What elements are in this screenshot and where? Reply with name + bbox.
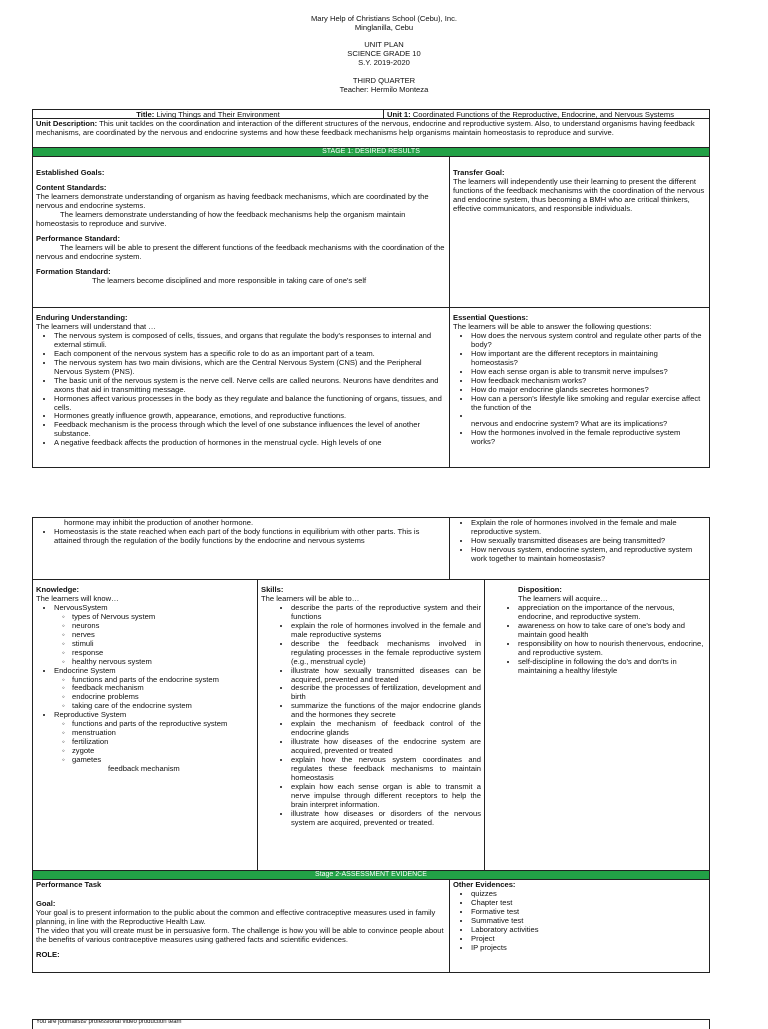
list-item: • Endocrine System ◦ functions and parts of the endocrine system ◦ feedback mechanism ◦ endocrine problems ◦ taking care of the endocrine system bbox=[54, 667, 254, 712]
list-item: • Chapter test bbox=[471, 899, 706, 908]
list-item: • How do major endocrine glands secretes hormones? bbox=[471, 386, 706, 395]
other-evidences: Other Evidences: • quizzes • Chapter test • Formative test • Summative test • Laboratory activities • Project • IP projects bbox=[449, 880, 709, 973]
list-item: • self-discipline in following the do's and don'ts in maintaining a healthy lifestyle bbox=[518, 658, 706, 676]
list-item: • How sexually transmitted diseases are being transmitted? bbox=[471, 537, 706, 546]
list-item: • describe the feedback mechanisms involved in regulating processes in the female reproductive system (e.g., menstrual cycle) bbox=[291, 640, 481, 667]
list-item: • quizzes bbox=[471, 890, 706, 899]
list-item: • Reproductive System ◦ functions and parts of the reproductive system ◦ menstruation ◦ fertilization ◦ zygote ◦ gametes bbox=[54, 711, 254, 765]
sub-item: ◦ functions and parts of the endocrine system bbox=[72, 676, 254, 685]
disposition-cell: Disposition: The learners will acquire… • appreciation on the importance of the nervous, endocrine, and reproductive system. • awareness on how to take care of one's body and maintain good health • responsibility on how to nourish thenervous, endocrine, and reproductive system. • self-discipline in following the do's and don'ts in maintaining a healthy lifestyle bbox=[484, 580, 709, 870]
list-item: • Project bbox=[471, 935, 706, 944]
list-item: • summarize the functions of the major endocrine glands and the hormones they secrete bbox=[291, 702, 481, 720]
sub-item: ◦ endocrine problems bbox=[72, 693, 254, 702]
stage2-bar: Stage 2-ASSESSMENT EVIDENCE bbox=[33, 871, 709, 880]
knowledge-cell: Knowledge: The learners will know… • NervousSystem ◦ types of Nervous system ◦ neurons ◦ nerves ◦ stimuli ◦ response ◦ healthy nervous system • Endocrine System ◦ functions and parts of the endocrine system ◦ feedback mechanism ◦ endocrine problems ◦ taking care of the endocrine system • Reproductive System ◦ functions and parts of the reproductive system ◦ menstruation ◦ fertilization ◦ zygote ◦ gametes feedback mechanism bbox=[33, 580, 257, 870]
list-item: • Hormones greatly influence growth, appearance, emotions, and reproductive functions. bbox=[54, 412, 446, 421]
unit-plan-table-page2 bbox=[32, 517, 710, 973]
sub-item: ◦ fertilization bbox=[72, 738, 254, 747]
list-item: • explain the mechanism of feedback control of the endocrine glands bbox=[291, 720, 481, 738]
unit-plan-table-page3 bbox=[32, 1019, 710, 1029]
list-item: • Formative test bbox=[471, 908, 706, 917]
list-item: • Each component of the nervous system has a specific role to do as an important part of a team. bbox=[54, 350, 446, 359]
document-header bbox=[0, 14, 768, 94]
sub-item: ◦ response bbox=[72, 649, 254, 658]
school-year: S.Y. 2019-2020 bbox=[358, 58, 410, 68]
list-item: nervous and endocrine system? What are its implications? bbox=[471, 419, 668, 429]
list-item: • illustrate how sexually transmitted diseases can be acquired, prevented and treated bbox=[291, 667, 481, 685]
list-item: • Hormones affect various processes in the body as they regulate and balance the functioning of organs, tissues, and cells. bbox=[54, 395, 446, 413]
list-item: • explain the role of hormones involved in the female and male reproductive systems bbox=[291, 622, 481, 640]
page3-fragment: You are journalists/ professional video production team bbox=[36, 1020, 182, 1025]
sub-item: ◦ gametes bbox=[72, 756, 254, 765]
sub-item: ◦ taking care of the endocrine system bbox=[72, 702, 254, 711]
school-location: Minglanilla, Cebu bbox=[354, 23, 414, 33]
quarter-label: THIRD QUARTER bbox=[352, 75, 416, 85]
list-item: • How the hormones involved in the female reproductive system works? bbox=[471, 429, 706, 447]
list-item: • Homeostasis is the state reached when each part of the body functions in equilibrium with other parts. This is attained through the regulation of the bodily functions by the endocrine and nervous systems bbox=[54, 528, 446, 546]
enduring-list bbox=[36, 332, 446, 448]
sub-item: ◦ neurons bbox=[72, 622, 254, 631]
list-item: • The nervous system has two main divisions, which are the Central Nervous System (CNS) and the Peripheral Nervous System (PNS). bbox=[54, 359, 446, 377]
teacher-label: Teacher: Hermilo Monteza bbox=[339, 84, 429, 94]
subject-label: SCIENCE GRADE 10 bbox=[347, 49, 421, 59]
list-item: • How important are the different receptors in maintaining homeostasis? bbox=[471, 350, 706, 368]
enduring-understanding: Enduring Understanding: The learners will understand that … • The nervous system is composed of cells, tissues, and organs that regulate the body's responses to internal and external stimuli. • Each component of the nervous system has a specific role to do as an important part of a team. • The nervous system has two main divisions, which are the Central Nervous System (CNS) and the Peripheral Nervous System (PNS). • The basic unit of the nervous system is the nerve cell. Nerve cells are called neurons. Neurons have dendrites and axons that aid in transmitting message. • Hormones affect various processes in the body as they regulate and balance the functioning of organs, tissues, and cells. • Hormones greatly influence growth, appearance, emotions, and reproductive functions. • Feedback mechanism is the process through which the level of one substance influences the level of another substance. • A negative feedback affects the production of hormones in the menstrual cycle. High levels of one bbox=[33, 308, 449, 467]
unit-plan-table-page1 bbox=[32, 109, 710, 468]
list-item: • Feedback mechanism is the process through which the level of one substance influences the level of another substance. bbox=[54, 421, 446, 439]
unit-cell: Unit 1: Coordinated Functions of the Reproductive, Endocrine, and Nervous Systems bbox=[383, 110, 709, 118]
list-item: • A negative feedback affects the production of hormones in the menstrual cycle. High levels of one bbox=[54, 439, 446, 448]
title-cell: Title: Living Things and Their Environment bbox=[136, 110, 280, 118]
list-item: • How does the nervous system control and regulate other parts of the body? bbox=[471, 332, 706, 350]
list-item: • How each sense organ is able to transmit nerve impulses? bbox=[471, 368, 706, 377]
enduring-continued: hormone may inhibit the production of another hormone. • Homeostasis is the state reached when each part of the body functions in equilibrium with other parts. This is attained through the regulation of the bodily functions by the endocrine and nervous systems bbox=[33, 518, 449, 579]
list-item: • How nervous system, endocrine system, and reproductive system work together to maintain homeostasis? bbox=[471, 546, 706, 564]
essential-continued bbox=[449, 518, 709, 579]
list-item: • illustrate how diseases of the endocrine system are acquired, prevented or treated bbox=[291, 738, 481, 756]
list-item: • How can a person's lifestyle like smoking and regular exercise affect the function of the bbox=[471, 395, 706, 413]
list-item: • appreciation on the importance of the nervous, endocrine, and reproductive system. bbox=[518, 604, 706, 622]
transfer-goal: Transfer Goal: The learners will independently use their learning to present the different functions of the feedback mechanisms with the coordination of the nervous and endocrine system, thus becoming a BMH who are critical thinkers, effective communicators, and responsible individuals. bbox=[449, 157, 709, 307]
list-item: • NervousSystem ◦ types of Nervous system ◦ neurons ◦ nerves ◦ stimuli ◦ response ◦ healthy nervous system bbox=[54, 604, 254, 667]
sub-item: ◦ healthy nervous system bbox=[72, 658, 254, 667]
sub-item: ◦ nerves bbox=[72, 631, 254, 640]
list-item: • explain how the nervous system coordinates and regulates these feedback mechanisms to maintain homeostasis bbox=[291, 756, 481, 783]
stage1-bar: STAGE 1: DESIRED RESULTS bbox=[33, 148, 709, 157]
list-item: • responsibility on how to nourish thenervous, endocrine, and reproductive system. bbox=[518, 640, 706, 658]
skills-cell: Skills: The learners will be able to… • describe the parts of the reproductive system and their functions • explain the role of hormones involved in the female and male reproductive systems • describe the feedback mechanisms involved in regulating processes in the female reproductive system (e.g., menstrual cycle) • illustrate how sexually transmitted diseases can be acquired, prevented and treated • describe the processes of fertilization, development and birth • summarize the functions of the major endocrine glands and the hormones they secrete • explain the mechanism of feedback control of the endocrine glands • illustrate how diseases of the endocrine system are acquired, prevented or treated • explain how the nervous system coordinates and regulates these feedback mechanisms to maintain homeostasis • explain how each sense organ is able to transmit a nerve impulse through different receptors to help the brain interpret information. • illustrate how diseases or disorders of the nervous system are acquired, prevented or treated. bbox=[257, 580, 484, 870]
list-item: • How feedback mechanism works? bbox=[471, 377, 706, 386]
sub-item: ◦ zygote bbox=[72, 747, 254, 756]
established-goals: Established Goals: Content Standards: The learners demonstrate understanding of organism as having feedback mechanisms, which are coordinated by the nervous and endocrine systems. The learners demonstrate understanding of how the feedback mechanisms help the organism maintain homeostasis to reproduce and survive. Performance Standard: The learners will be able to present the different functions of the feedback mechanisms with the coordination of the nervous and endocrine system. Formation Standard: The learners become disciplined and more responsible in taking care of one's self bbox=[36, 168, 445, 285]
list-item: • describe the processes of fertilization, development and birth bbox=[291, 684, 481, 702]
sub-item: ◦ menstruation bbox=[72, 729, 254, 738]
knowledge-tail: feedback mechanism bbox=[108, 764, 180, 774]
list-item: • describe the parts of the reproductive system and their functions bbox=[291, 604, 481, 622]
list-item: • Summative test bbox=[471, 917, 706, 926]
performance-task: Performance Task Goal: Your goal is to present information to the public about the common and effective contraceptive measures used in family planning, in line with the Reproductive Health Law. The video that you will create must be in persuasive form. The challenge is how you will be able to convince people about the benefits of various contraceptive measures using gathered facts and scientific evidences. ROLE: bbox=[36, 880, 444, 959]
sub-item: ◦ stimuli bbox=[72, 640, 254, 649]
plan-title: UNIT PLAN bbox=[364, 40, 404, 50]
sub-item: ◦ functions and parts of the reproductive system bbox=[72, 720, 254, 729]
list-item: • The basic unit of the nervous system is the nerve cell. Nerve cells are called neurons. Neurons have dendrites and axons that aid in transmitting message. bbox=[54, 377, 446, 395]
list-item: • IP projects bbox=[471, 944, 706, 953]
essential-questions: Essential Questions: The learners will be able to answer the following questions: • How does the nervous system control and regulate other parts of the body? • How important are the different receptors in maintaining homeostasis? • How each sense organ is able to transmit nerve impulses? • How feedback mechanism works? • How do major endocrine glands secretes hormones? • How can a person's lifestyle like smoking and regular exercise affect the function of the • nervous and endocrine system? What are its implications? • How the hormones involved in the female reproductive system works? bbox=[449, 308, 709, 467]
list-item: • illustrate how diseases or disorders of the nervous system are acquired, prevented or treated. bbox=[291, 810, 481, 828]
unit-description: Unit Description: This unit tackles on the coordination and interaction of the different structures of the nervous, endocrine and reproductive system. Also, to understand organisms having feedback mechanisms, are coordinated by the nervous and endocrine systems and how these feedback mechanisms help organisms maintain homeostasis to reproduce and survive. bbox=[36, 119, 695, 137]
sub-item: ◦ feedback mechanism bbox=[72, 684, 254, 693]
list-item: • The nervous system is composed of cells, tissues, and organs that regulate the body's responses to internal and external stimuli. bbox=[54, 332, 446, 350]
essential-list bbox=[453, 332, 706, 447]
sub-item: ◦ types of Nervous system bbox=[72, 613, 254, 622]
list-item: • explain how each sense organ is able to transmit a nerve impulse through different receptors to help the brain interpret information. bbox=[291, 783, 481, 810]
list-item: • awareness on how to take care of one's body and maintain good health bbox=[518, 622, 706, 640]
list-item: • Laboratory activities bbox=[471, 926, 706, 935]
school-name: Mary Help of Christians School (Cebu), Inc. bbox=[310, 14, 458, 23]
list-item: • Explain the role of hormones involved in the female and male reproductive system. bbox=[471, 519, 706, 537]
